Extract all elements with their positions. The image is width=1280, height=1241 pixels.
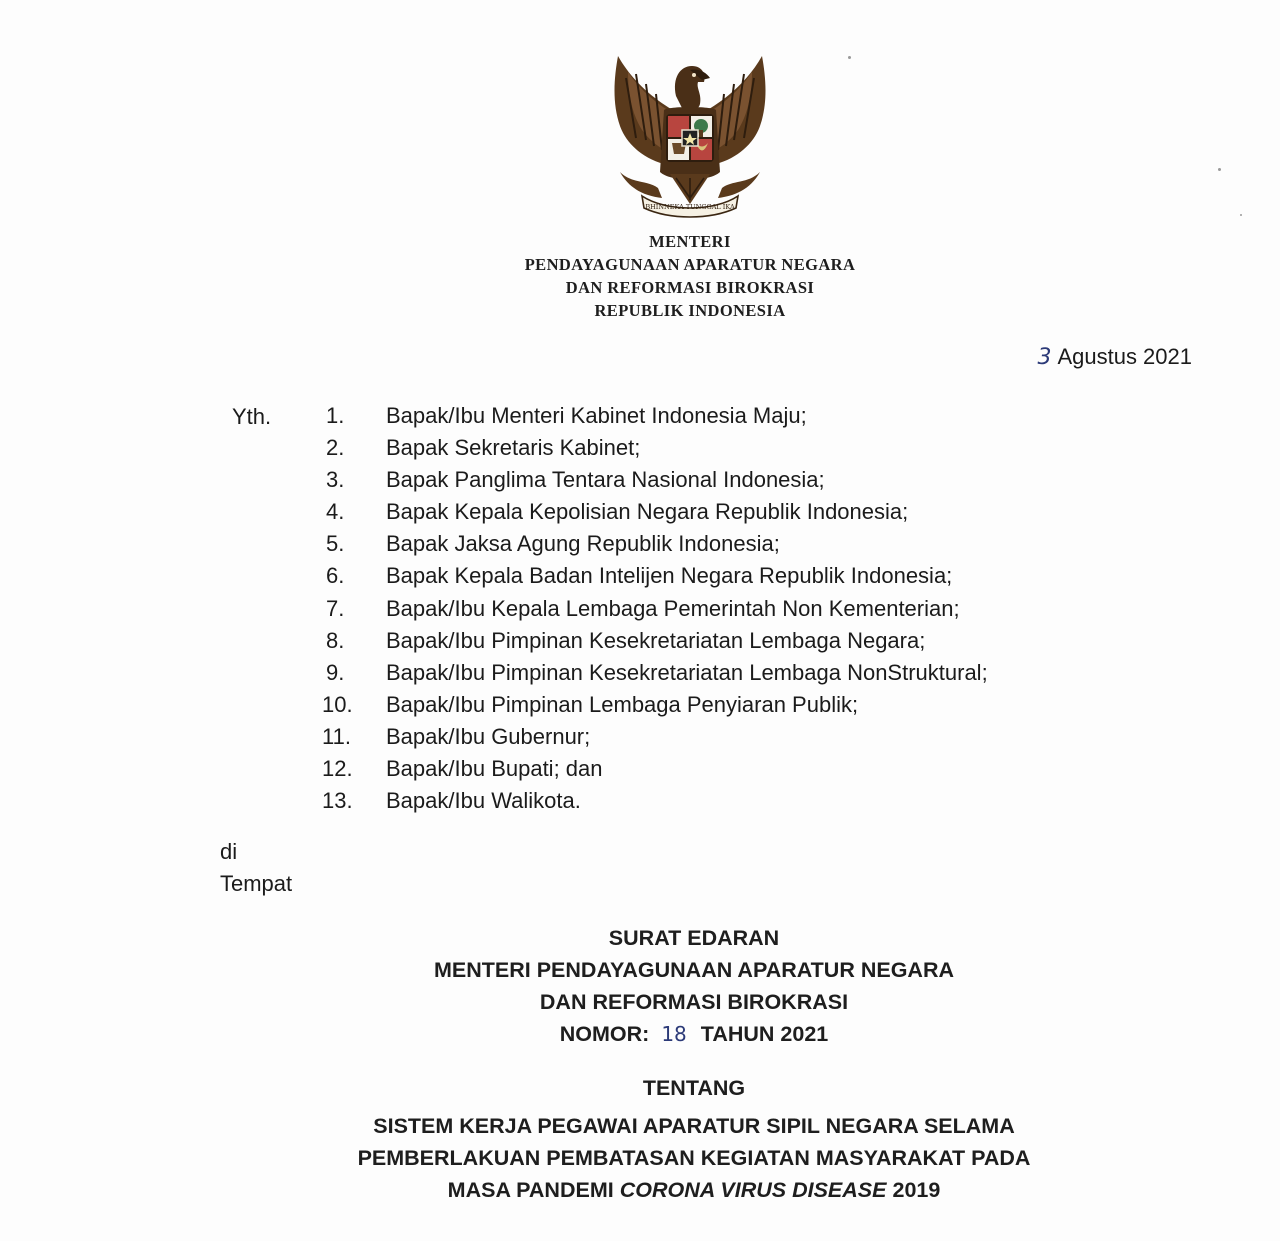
place-line-1: di	[220, 839, 238, 864]
recipient-list	[322, 400, 988, 817]
subject-line-3-italic: CORONA VIRUS DISEASE	[619, 1178, 887, 1202]
title-line-2: MENTERI PENDAYAGUNAAN APARATUR NEGARA	[433, 958, 955, 982]
recipient-item	[322, 721, 988, 753]
recipient-text: Bapak/Ibu Pimpinan Lembaga Penyiaran Publik;	[386, 691, 859, 717]
recipient-text: Bapak/Ibu Bupati; dan	[386, 756, 603, 782]
nomor-year: TAHUN 2021	[700, 1022, 829, 1046]
recipient-item	[322, 560, 988, 592]
title-line-3: DAN REFORMASI BIROKRASI	[539, 990, 849, 1014]
recipient-text: Bapak/Ibu Gubernur;	[386, 723, 591, 749]
subject-line-3	[340, 1174, 1048, 1206]
scan-speck	[1218, 168, 1221, 171]
recipient-item	[322, 464, 988, 496]
letterhead	[440, 230, 940, 322]
recipient-number: 9.	[326, 659, 345, 685]
recipient-item	[322, 400, 988, 432]
recipient-text: Bapak/Ibu Menteri Kabinet Indonesia Maju;	[386, 403, 807, 428]
salutation: Yth.	[232, 404, 272, 429]
letterhead-line-3: DAN REFORMASI BIROKRASI	[565, 278, 815, 297]
title-nomor	[340, 1018, 1048, 1050]
circular-title	[340, 922, 1048, 1206]
subject-line-3-suffix: 2019	[892, 1178, 941, 1202]
emblem-motto: BHINNEKA TUNGGAL IKA	[645, 203, 735, 211]
subject-line-2: PEMBERLAKUAN PEMBATASAN KEGIATAN MASYARAKAT PADA	[357, 1146, 1031, 1170]
recipient-item	[322, 593, 988, 625]
recipient-text: Bapak/Ibu Pimpinan Kesekretariatan Lembaga Negara;	[386, 627, 926, 653]
letter-date	[1037, 344, 1192, 370]
recipient-number: 5.	[326, 531, 345, 557]
recipient-text: Bapak Jaksa Agung Republik Indonesia;	[386, 531, 780, 557]
scan-speck	[848, 56, 851, 59]
letterhead-line-1: MENTERI	[649, 232, 731, 251]
title-line-1: SURAT EDARAN	[608, 926, 780, 950]
recipient-item	[322, 785, 988, 817]
recipient-number: 12.	[322, 756, 353, 782]
letterhead-line-2: PENDAYAGUNAAN APARATUR NEGARA	[524, 255, 856, 274]
recipient-text: Bapak/Ibu Kepala Lembaga Pemerintah Non Kementerian;	[386, 595, 960, 621]
recipient-item	[322, 657, 988, 689]
recipient-text: Bapak/Ibu Walikota.	[386, 788, 581, 814]
recipient-text: Bapak Sekretaris Kabinet;	[386, 435, 641, 461]
addressee-place	[220, 836, 292, 900]
subject-line-1: SISTEM KERJA PEGAWAI APARATUR SIPIL NEGARA SELAMA	[373, 1114, 1015, 1138]
subject-line-3-prefix: MASA PANDEMI	[447, 1178, 614, 1202]
garuda-emblem-icon	[606, 48, 774, 220]
recipient-number: 13.	[322, 788, 353, 814]
recipient-item	[322, 689, 988, 721]
recipient-number: 3.	[326, 467, 345, 493]
recipient-item	[322, 496, 988, 528]
recipient-item	[322, 432, 988, 464]
recipient-item	[322, 625, 988, 657]
recipient-text: Bapak/Ibu Pimpinan Kesekretariatan Lembaga NonStruktural;	[386, 659, 988, 685]
date-month-year: Agustus 2021	[1057, 344, 1192, 369]
recipient-number: 10.	[322, 691, 353, 717]
recipient-number: 2.	[326, 435, 345, 461]
place-line-2: Tempat	[220, 871, 293, 896]
recipient-text: Bapak Kepala Badan Intelijen Negara Republik Indonesia;	[386, 563, 953, 589]
recipient-text: Bapak Panglima Tentara Nasional Indonesia;	[386, 467, 825, 493]
recipient-item	[322, 528, 988, 560]
date-day-handwritten: 3	[1037, 345, 1052, 370]
recipient-number: 6.	[326, 563, 345, 589]
recipient-number: 11.	[322, 723, 351, 749]
recipient-text: Bapak Kepala Kepolisian Negara Republik Indonesia;	[386, 499, 909, 525]
letterhead-line-4: REPUBLIK INDONESIA	[594, 301, 786, 320]
recipient-item	[322, 753, 988, 785]
recipient-number: 7.	[326, 595, 345, 621]
nomor-handwritten: 18	[661, 1022, 687, 1046]
recipient-number: 1.	[326, 403, 345, 428]
recipient-number: 8.	[326, 627, 345, 653]
scan-speck	[1240, 214, 1242, 216]
nomor-label: NOMOR:	[559, 1022, 650, 1046]
title-tentang: TENTANG	[642, 1076, 746, 1100]
recipient-number: 4.	[326, 499, 345, 525]
